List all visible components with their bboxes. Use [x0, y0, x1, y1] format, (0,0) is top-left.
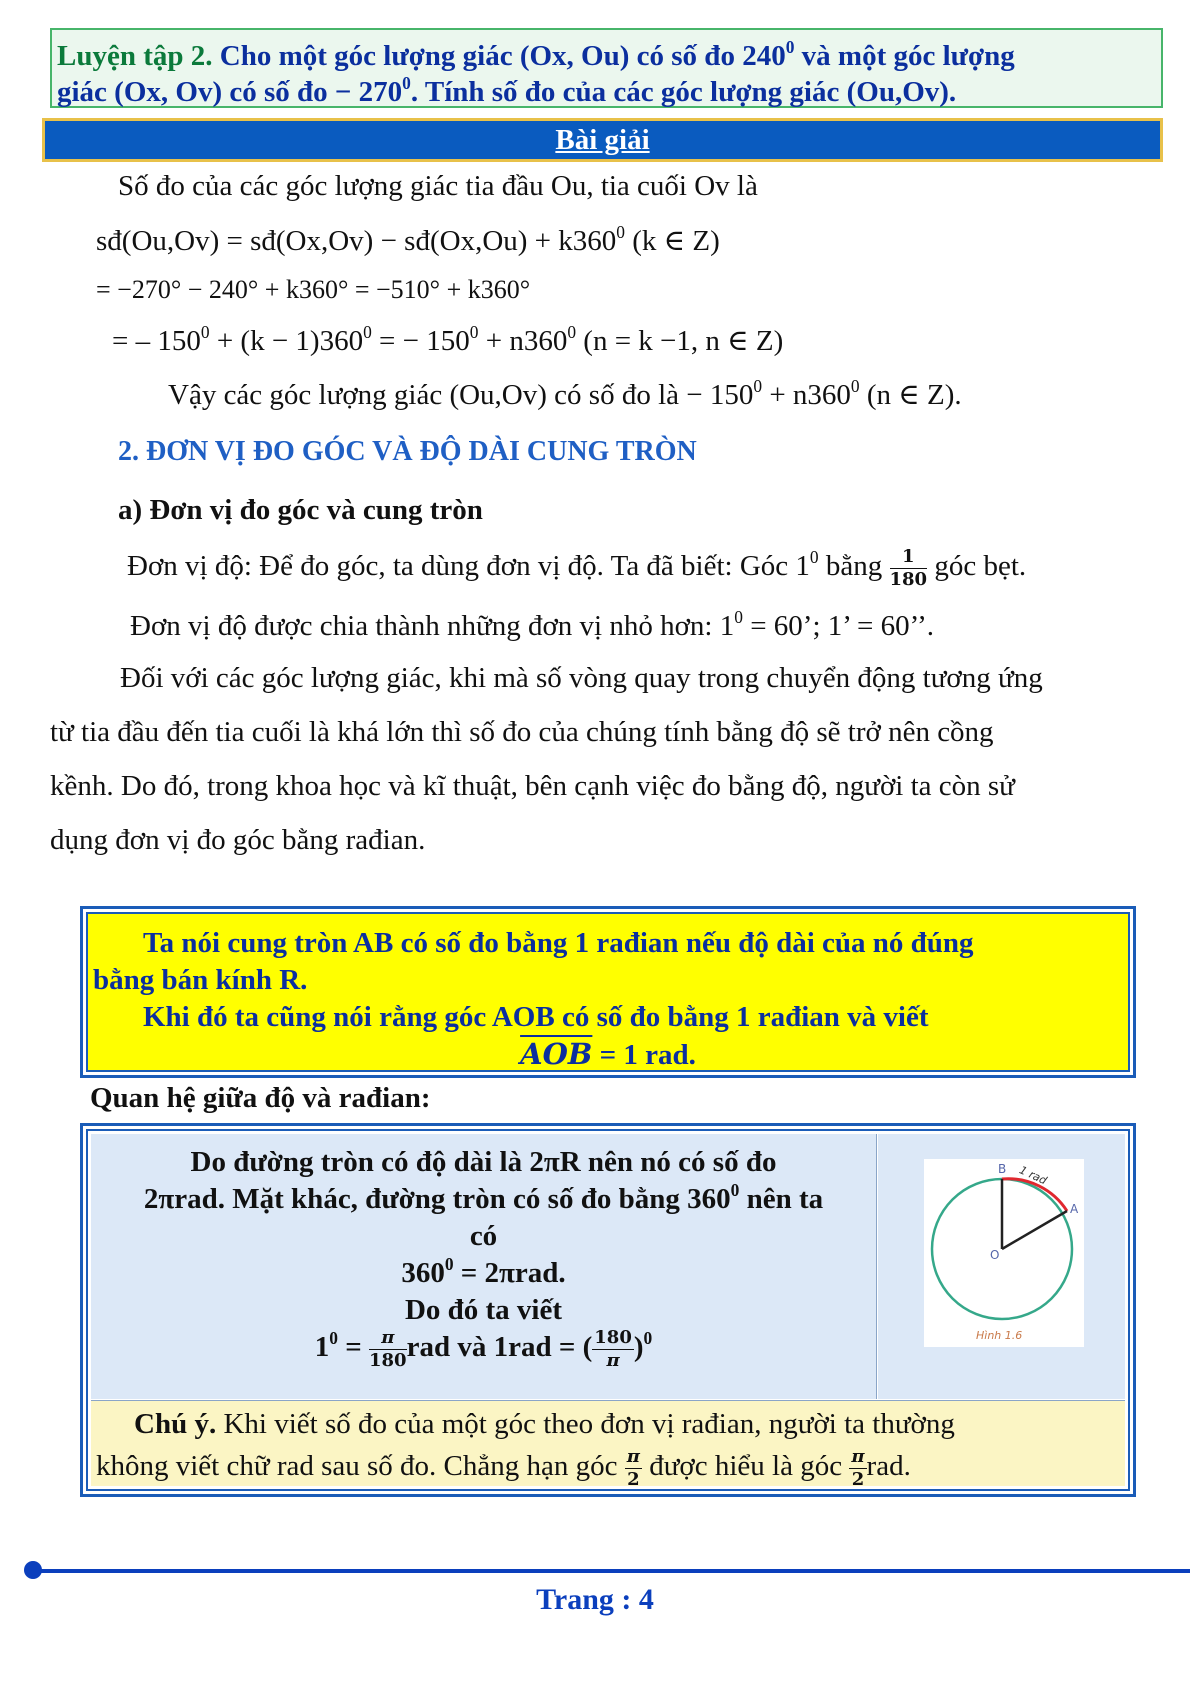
relation-line-2: 2πrad. Mặt khác, đường tròn có số đo bằng $360^0$ nên ta — [143, 1179, 824, 1215]
exercise-lead: Luyện tập 2. — [57, 40, 213, 72]
paragraph-line-3: kềnh. Do đó, trong khoa học và kĩ thuật, bên cạnh việc đo bằng độ, người ta còn sử — [50, 770, 1015, 802]
footer-rule — [26, 1569, 1190, 1573]
definition-line-4: $\overline{AOB} = 1$ rad. — [520, 1037, 696, 1071]
subunit-text: Đơn vị độ được chia thành những đơn vị nhỏ hơn: $1^0 = 60$’; 1’ = 60’’. — [130, 606, 935, 642]
label-a: A — [1070, 1202, 1079, 1216]
degree-sup: 0 — [402, 72, 411, 93]
relation-heading: Quan hệ giữa độ và rađian: — [90, 1082, 431, 1114]
definition-line-3: Khi đó ta cũng nói rằng góc AOB có số đo bằng 1 rađian và viết — [143, 1001, 929, 1033]
fraction-pi-2b: $\frac{\pi}{2}$ — [851, 1445, 865, 1490]
footer-dot — [24, 1561, 42, 1579]
definition-line-2: bằng bán kính R. — [93, 964, 308, 996]
note-line-2: không viết chữ rad sau số đo. Chẳng hạn góc $\frac{\pi}{2}$ được hiểu là góc $\frac{\pi}{2}$ rad. — [96, 1445, 911, 1490]
radius-oa — [1002, 1211, 1067, 1249]
relation-text-cell — [91, 1134, 877, 1399]
fraction-pi-2a: $\frac{\pi}{2}$ — [626, 1445, 640, 1490]
degree-unit-text: Đơn vị độ: Để đo góc, ta dùng đơn vị độ. Ta đã biết: Góc $1^0$ bằng $\frac{1}{180}$ góc bẹt. — [127, 546, 1027, 590]
label-b: B — [998, 1162, 1007, 1176]
page-number: Trang : 4 — [536, 1583, 654, 1616]
solution-eq1: sđ(Ou,Ov) = sđ(Ox,Ov) − sđ(Ox,Ou) + $k360^0$ (k ∈ Z) — [96, 221, 720, 257]
relation-line-1: Do đường tròn có độ dài là 2πR nên nó có số đo — [190, 1146, 777, 1178]
exercise-text-2b: . Tính số đo của các góc lượng giác (Ou,Ov). — [410, 76, 957, 108]
paragraph-line-2: từ tia đầu đến tia cuối là khá lớn thì số đo của chúng tính bằng độ sẽ trở nên cồng — [50, 716, 994, 748]
section-heading: 2. ĐƠN VỊ ĐO GÓC VÀ ĐỘ DÀI CUNG TRÒN — [118, 436, 697, 467]
label-o: O — [990, 1248, 1000, 1262]
figure-panel — [924, 1159, 1084, 1347]
solution-eq2: = −270° − 240° + k360° = −510° + k360° — [96, 275, 531, 304]
degree-sup: 0 — [785, 36, 795, 57]
relation-line-6: $1^0$ = $\frac{\pi}{180}$ rad và 1rad = ( $\frac{180}{\pi}$ )$^0$ — [314, 1327, 653, 1371]
fraction-pi-180: $\frac{\pi}{180}$ — [369, 1327, 407, 1371]
solution-title-bar — [42, 118, 1163, 162]
solution-conclusion: Vậy các góc lượng giác (Ou,Ov) có số đo là − $150^0 + n360^0$ (n ∈ Z). — [168, 375, 962, 411]
exercise-text-2: giác (Ox, Ov) có số đo − 270 — [57, 76, 403, 108]
definition-box — [80, 906, 1136, 1078]
note-line-1: Chú ý. Khi viết số đo của một góc theo đơn vị rađian, người ta thường — [134, 1408, 955, 1440]
fraction-1-180: $\frac{1}{180}$ — [889, 546, 928, 590]
paragraph-line-1: Đối với các góc lượng giác, khi mà số vòng quay trong chuyển động tương ứng — [120, 662, 1043, 694]
subsection-heading: a) Đơn vị đo góc và cung tròn — [118, 494, 483, 526]
fraction-180-pi: $\frac{180}{\pi}$ — [594, 1327, 632, 1371]
label-1rad: 1 rad — [1017, 1163, 1049, 1188]
exercise-text-1b: và một góc lượng — [794, 40, 1015, 72]
relation-box — [80, 1123, 1136, 1497]
relation-line-5: Do đó ta viết — [404, 1294, 563, 1326]
solution-title: Bài giải — [555, 124, 650, 156]
figure-cell — [878, 1134, 1125, 1399]
definition-line-1: Ta nói cung tròn AB có số đo bằng 1 rađian nếu độ dài của nó đúng — [143, 927, 974, 959]
solution-intro: Số đo của các góc lượng giác tia đầu Ou, tia cuối Ov là — [118, 170, 758, 202]
note-cell — [91, 1400, 1125, 1490]
relation-line-4: $360^0 = 2\pi rad$. — [401, 1253, 566, 1289]
figure-caption: Hình 1.6 — [976, 1329, 1023, 1342]
exercise-box — [50, 28, 1163, 108]
paragraph-line-4: dụng đơn vị đo góc bằng rađian. — [50, 824, 426, 856]
exercise-text-1: Cho một góc lượng giác (Ox, Ou) có số đo 240 — [212, 40, 786, 72]
radian-circle-figure — [924, 1159, 1084, 1347]
solution-eq3: = – $150^0 + (k - 1)360^0$ = − $150^0 + n360^0$ (n = k −1, n ∈ Z) — [112, 321, 784, 357]
relation-line-3: có — [469, 1220, 498, 1252]
